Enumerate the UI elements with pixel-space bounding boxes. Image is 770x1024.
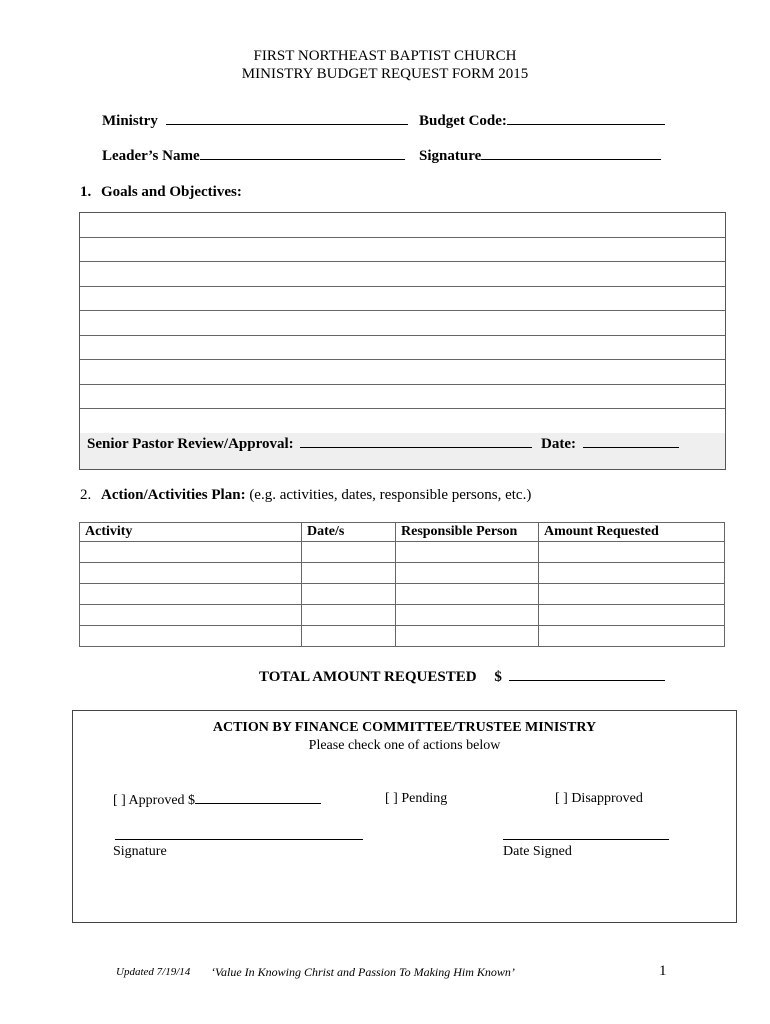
ministry-label: Ministry [102, 113, 158, 129]
table-cell[interactable] [396, 626, 539, 647]
ministry-field[interactable] [102, 112, 408, 130]
pending-option[interactable]: [ ] Pending [385, 791, 448, 806]
section-number: 1. [80, 184, 92, 200]
finance-committee-box [72, 710, 737, 923]
form-title: MINISTRY BUDGET REQUEST FORM 2015 [241, 66, 529, 82]
budget-code-label: Budget Code: [419, 113, 507, 129]
approval-row [80, 433, 725, 469]
committee-signature-label: Signature [113, 844, 167, 859]
section-title: Action/Activities Plan: [101, 487, 246, 503]
table-row [80, 542, 725, 563]
goals-line [80, 335, 725, 336]
table-cell[interactable] [396, 584, 539, 605]
date-signed-line[interactable] [503, 827, 669, 840]
table-cell[interactable] [396, 563, 539, 584]
total-amount-line[interactable] [509, 668, 665, 681]
column-header-amount: Amount Requested [539, 523, 725, 542]
approved-amount-line[interactable] [195, 791, 321, 804]
leader-name-label: Leader’s Name [102, 148, 200, 164]
section-hint: (e.g. activities, dates, responsible persons, etc.) [249, 487, 532, 503]
pastor-approval-label: Senior Pastor Review/Approval: [87, 436, 294, 452]
table-cell[interactable] [396, 605, 539, 626]
table-row [80, 584, 725, 605]
table-header-row [80, 523, 725, 542]
church-name: FIRST NORTHEAST BAPTIST CHURCH [253, 48, 517, 64]
currency-symbol: $ [494, 669, 502, 685]
table-cell[interactable] [80, 563, 302, 584]
signature-line[interactable] [481, 147, 661, 160]
goals-line [80, 286, 725, 287]
updated-date: Updated 7/19/14 [116, 966, 191, 978]
table-cell[interactable] [396, 542, 539, 563]
committee-signature-line[interactable] [115, 827, 363, 840]
goals-box[interactable] [79, 212, 726, 470]
table-cell[interactable] [539, 563, 725, 584]
leader-name-line[interactable] [200, 147, 405, 160]
table-cell[interactable] [539, 626, 725, 647]
table-row [80, 605, 725, 626]
pastor-approval-line[interactable] [300, 435, 532, 448]
goals-line [80, 408, 725, 409]
table-cell[interactable] [539, 605, 725, 626]
church-motto: ‘Value In Knowing Christ and Passion To Making Him Known’ [211, 965, 515, 979]
section-goals-heading [80, 184, 242, 201]
goals-line [80, 261, 725, 262]
table-cell[interactable] [302, 605, 396, 626]
signature-label: Signature [419, 148, 482, 164]
activities-table [79, 522, 725, 647]
approved-option[interactable] [113, 791, 321, 809]
table-cell[interactable] [80, 542, 302, 563]
approval-date-label: Date: [541, 436, 576, 452]
column-header-responsible: Responsible Person [396, 523, 539, 542]
column-header-dates: Date/s [302, 523, 396, 542]
table-row [80, 563, 725, 584]
total-amount-label: TOTAL AMOUNT REQUESTED [259, 669, 477, 685]
disapproved-option[interactable]: [ ] Disapproved [555, 791, 643, 806]
goals-line [80, 384, 725, 385]
section-title: Goals and Objectives: [101, 184, 242, 200]
table-cell[interactable] [539, 584, 725, 605]
leader-name-field[interactable] [102, 147, 405, 165]
committee-instruction: Please check one of actions below [308, 738, 501, 753]
table-cell[interactable] [80, 584, 302, 605]
table-cell[interactable] [302, 563, 396, 584]
date-signed-label: Date Signed [503, 844, 572, 859]
committee-title: ACTION BY FINANCE COMMITTEE/TRUSTEE MINISTRY [212, 720, 597, 735]
goals-line [80, 359, 725, 360]
approved-checkbox-label: [ ] Approved $ [113, 793, 196, 808]
table-cell[interactable] [302, 626, 396, 647]
approval-date-field[interactable] [541, 435, 679, 453]
goals-line [80, 310, 725, 311]
column-header-activity: Activity [80, 523, 302, 542]
table-cell[interactable] [302, 584, 396, 605]
signature-field[interactable] [419, 147, 661, 165]
table-cell[interactable] [302, 542, 396, 563]
pastor-approval-field[interactable] [87, 435, 532, 453]
total-amount-field[interactable] [259, 668, 665, 686]
table-cell[interactable] [80, 605, 302, 626]
table-row [80, 626, 725, 647]
budget-code-line[interactable] [507, 112, 665, 125]
table-cell[interactable] [80, 626, 302, 647]
approval-date-line[interactable] [583, 435, 679, 448]
section-number: 2. [80, 487, 92, 503]
ministry-line[interactable] [166, 112, 408, 125]
section-activities-heading [80, 487, 531, 504]
budget-code-field[interactable] [419, 112, 665, 130]
table-cell[interactable] [539, 542, 725, 563]
goals-line [80, 237, 725, 238]
page-number: 1 [659, 963, 667, 979]
